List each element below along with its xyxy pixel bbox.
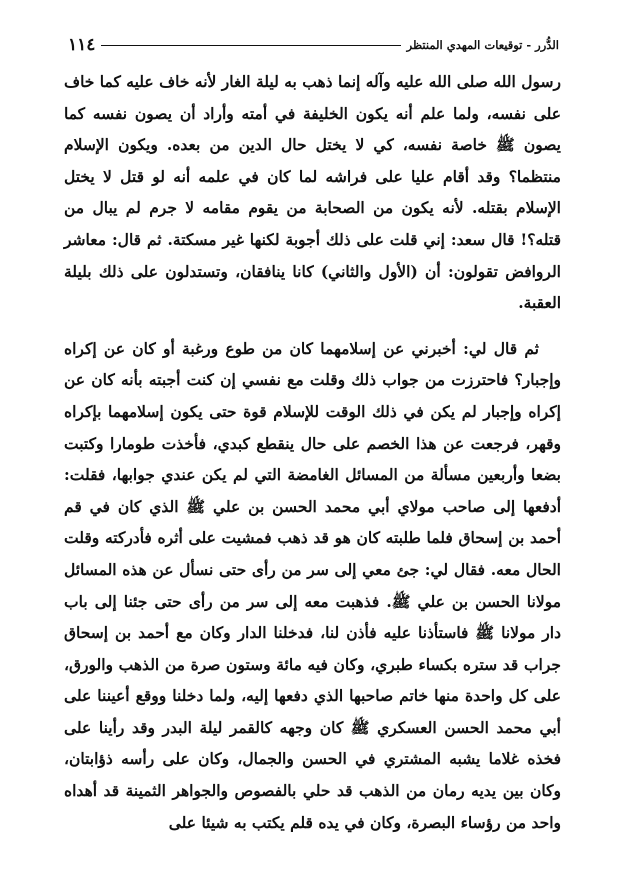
- page-header: [60, 34, 563, 56]
- header-rule: [101, 45, 400, 46]
- running-title: الدُّرر - توقيعات المهدي المنتظر: [406, 38, 559, 52]
- page-number: ١١٤: [68, 35, 96, 55]
- body-text: [64, 66, 561, 838]
- paragraph-2: ثم قال لي: أخبرني عن إسلامهما كان من طوع ورغبة أو كان عن إكراه وإجبار؟ فاحترزت من جواب ذلك وقلت مع نفسي إن كنت أجبته بأنه كان عن إكراه وإجبار لم يكن في ذلك الوقت للإسلام قوة حتى يكون إسلامهما بإكراه وقهر، فرجعت عن هذا الخصم على حال ينقطع كبدي، فأخذت طومارا وكتبت بضعا وأربعين مسألة من المسائل الغامضة التي لم يكن عندي جوابها، فقلت: أدفعها إلى صاحب مولاي أبي محمد الحسن بن علي ﷺ الذي كان في قم أحمد بن إسحاق فلما طلبته كان هو قد ذهب فمشيت على أثره فأدركته وقلت الحال معه. فقال لي: جئ معي إلى سر من رأى حتى نسأل عن هذه المسائل مولانا الحسن بن علي ﷺ. فذهبت معه إلى سر من رأى حتى جئنا إلى باب دار مولانا ﷺ فاستأذنا عليه فأذن لنا، فدخلنا الدار وكان مع أحمد بن إسحاق جراب قد ستره بكساء طبري، وكان فيه مائة وستون صرة من الذهب والورق، على كل واحدة منها خاتم صاحبها الذي دفعها إليه، ولما دخلنا ووقع أعيننا على أبي محمد الحسن العسكري ﷺ كان وجهه كالقمر ليلة البدر وقد رأينا على فخذه غلاما يشبه المشتري في الحسن والجمال، وكان على رأسه ذؤابتان، وكان بين يديه رمان من الذهب قد حلي بالفصوص والجواهر الثمينة قد أهداه واحد من رؤساء البصرة، وكان في يده قلم يكتب به شيئا على: [64, 338, 561, 832]
- paragraph-1: رسول الله صلى الله عليه وآله إنما ذهب به ليلة الغار لأنه خاف عليه كما خاف على نفسه، ولما علم أنه يكون الخليفة في أمته وأراد أن يصون نفسه كما يصون ﷺ خاصة نفسه، كي لا يختل حال الدين من بعده. ويكون الإسلام منتظما؟ وقد أقام عليا على فراشه لما كان في علمه أنه لو قتل لا يختل الإسلام بقتله. لأنه يكون من الصحابة من يقوم مقامه لا جرم لم يبال من قتله؟! قال سعد: إني قلت على ذلك أجوبة لكنها غير مسكتة. ثم قال: معاشر الروافض تقولون: أن (الأول والثاني) كانا ينافقان، وتستدلون على ذلك بليلة العقبة.: [64, 72, 561, 313]
